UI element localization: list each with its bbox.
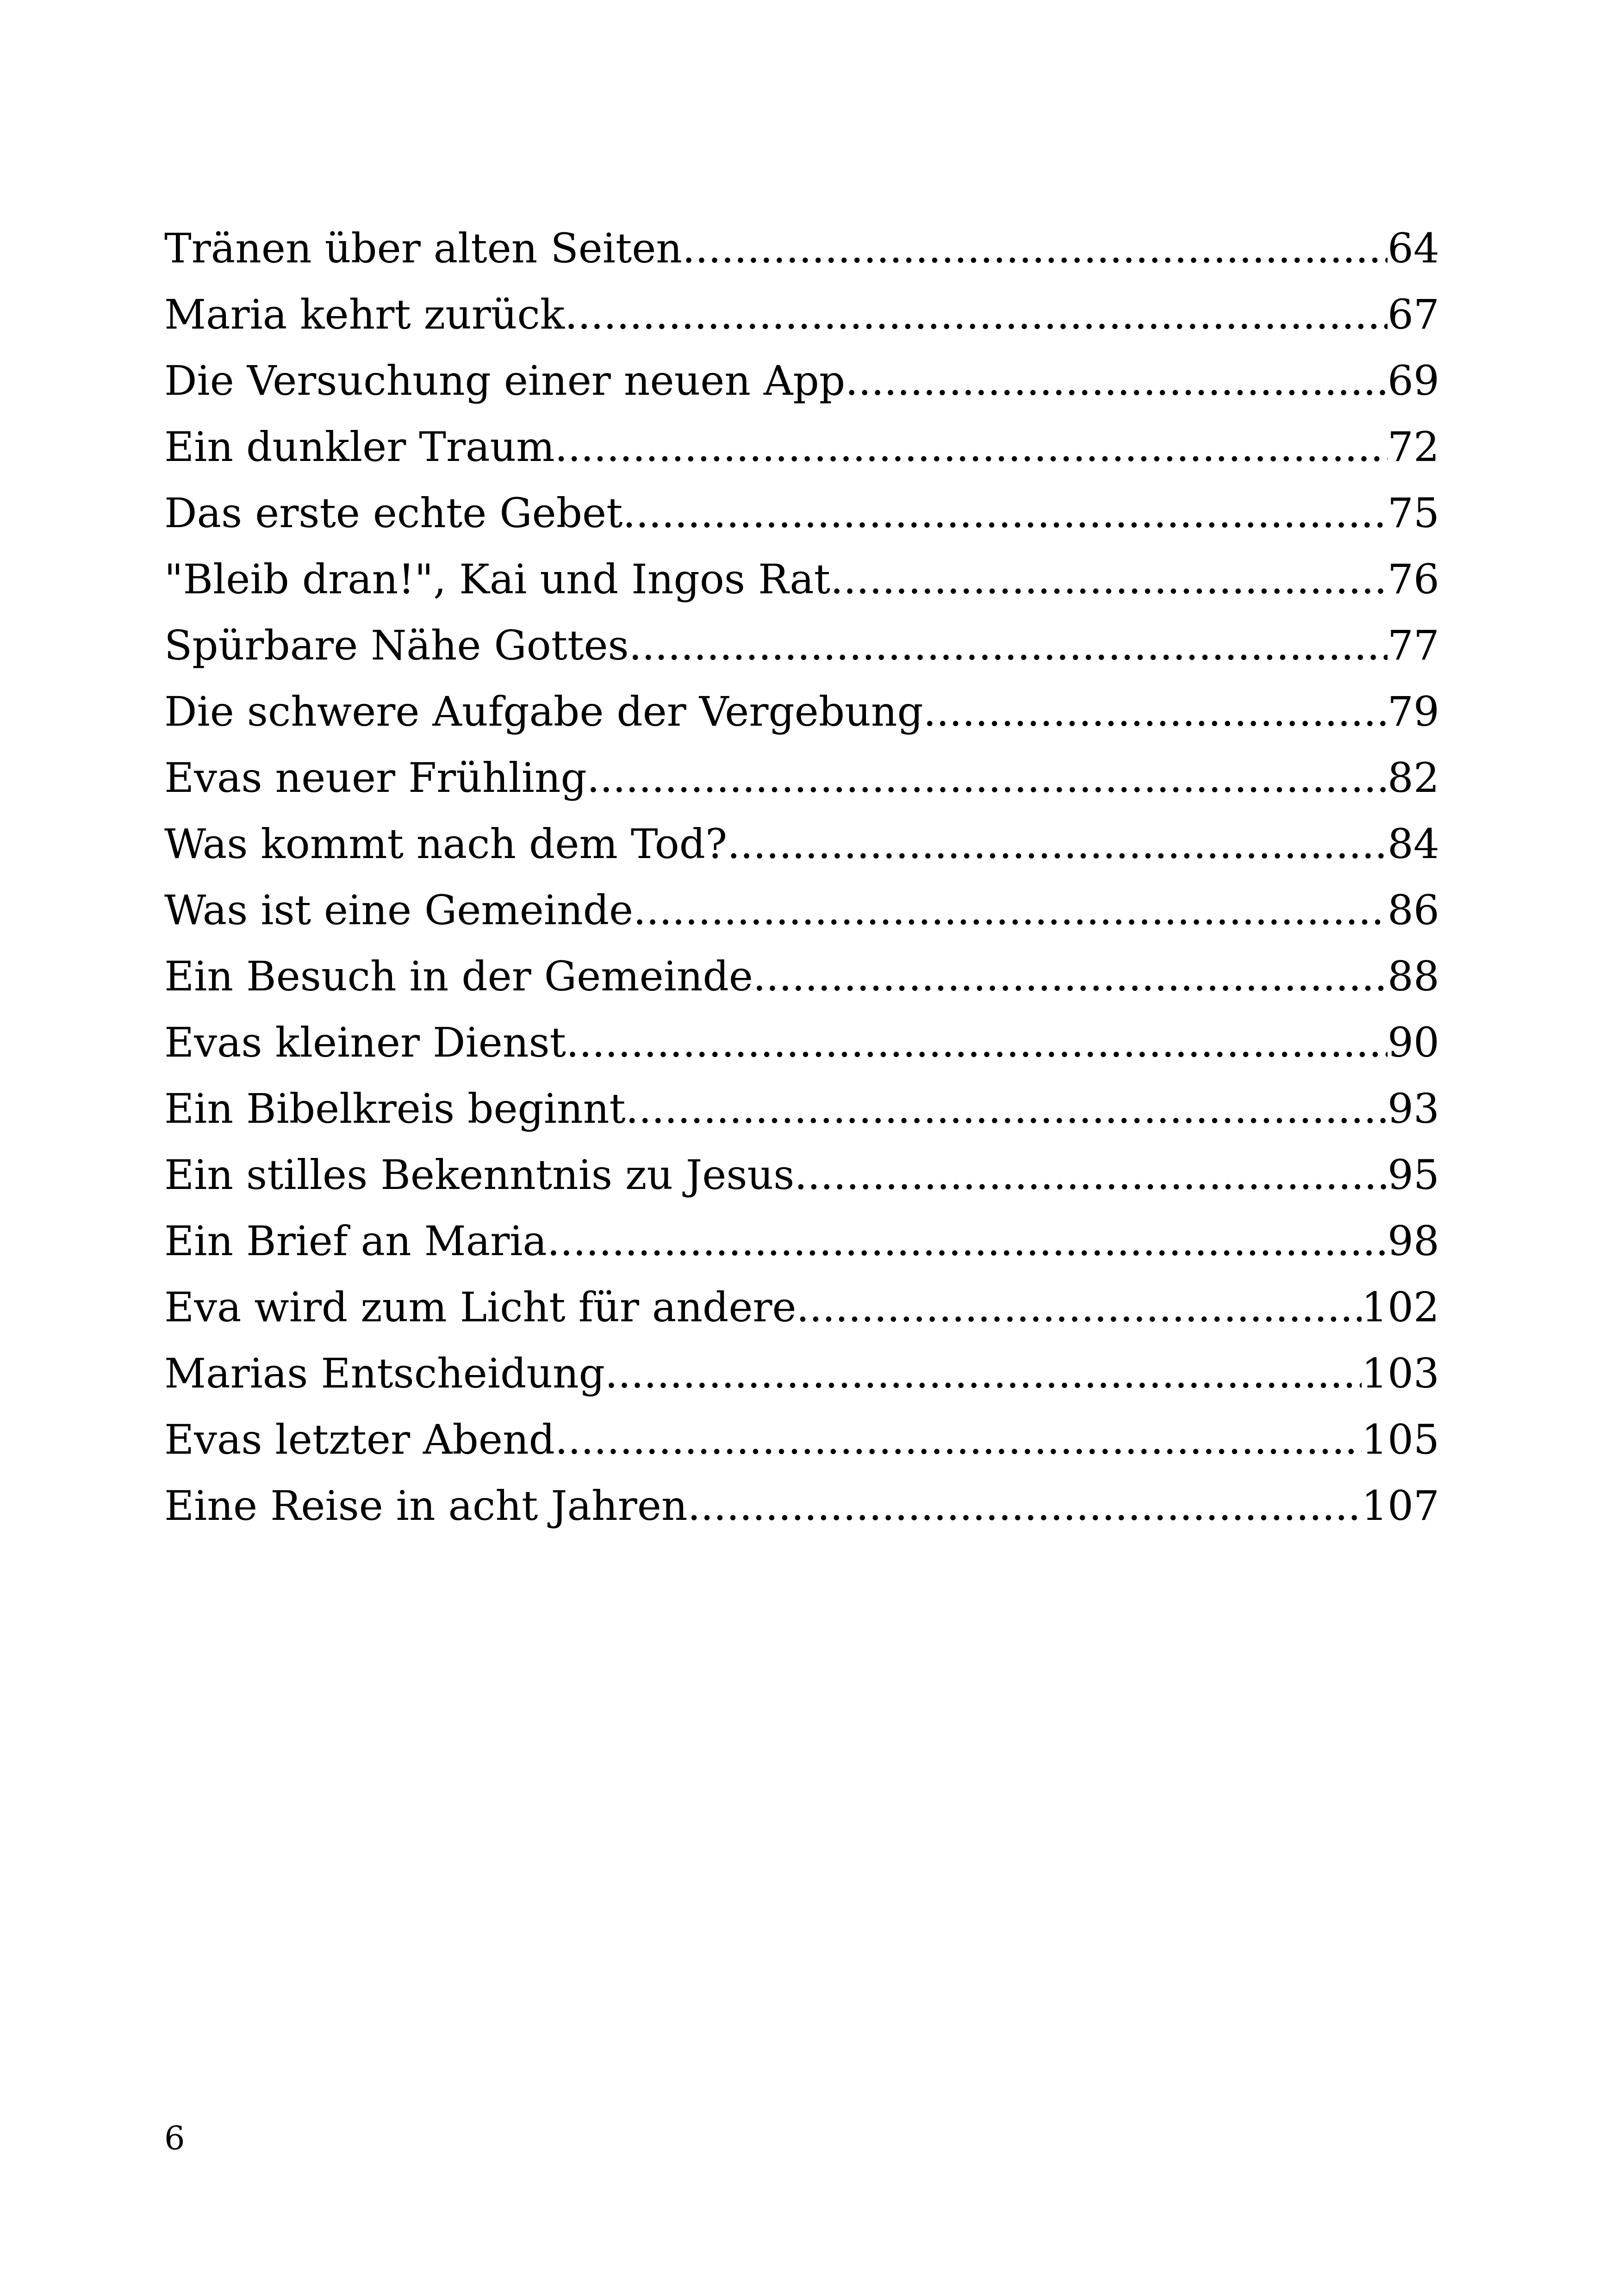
toc-entry-page: 76 [1388, 555, 1439, 603]
toc-entry-title: Die schwere Aufgabe der Vergebung [164, 688, 923, 735]
toc-dot-leader [622, 480, 1388, 546]
toc-entry[interactable] [164, 1406, 1439, 1473]
toc-entry-title: Ein stilles Bekenntnis zu Jesus [164, 1151, 795, 1199]
toc-entry-title: Evas neuer Frühling [164, 754, 587, 802]
toc-entry-title: Was kommt nach dem Tod? [164, 820, 728, 868]
toc-dot-leader [797, 1274, 1362, 1340]
toc-entry[interactable] [164, 1274, 1439, 1340]
toc-entry[interactable] [164, 348, 1439, 414]
toc-entry-page: 98 [1388, 1217, 1439, 1265]
toc-entry-page: 84 [1388, 820, 1439, 868]
toc-entry[interactable] [164, 1142, 1439, 1208]
toc-dot-leader [547, 1208, 1388, 1274]
toc-dot-leader [794, 1142, 1388, 1208]
table-of-contents [164, 215, 1439, 1539]
toc-entry-page: 79 [1388, 688, 1439, 735]
toc-entry-title: Eine Reise in acht Jahren [164, 1482, 688, 1530]
toc-entry-page: 95 [1388, 1151, 1439, 1199]
toc-entry[interactable] [164, 745, 1439, 811]
toc-dot-leader [682, 215, 1388, 281]
toc-dot-leader [923, 678, 1388, 745]
toc-entry-page: 103 [1362, 1350, 1439, 1397]
toc-entry[interactable] [164, 1009, 1439, 1076]
toc-entry-title: Die Versuchung einer neuen App [164, 357, 846, 404]
toc-entry-page: 102 [1362, 1283, 1439, 1331]
toc-entry[interactable] [164, 612, 1439, 678]
toc-entry[interactable] [164, 1473, 1439, 1539]
toc-dot-leader [587, 745, 1388, 811]
toc-entry-title: Marias Entscheidung [164, 1350, 605, 1397]
toc-entry-page: 64 [1388, 224, 1439, 272]
toc-dot-leader [555, 414, 1388, 480]
toc-entry-page: 88 [1388, 952, 1439, 1000]
toc-dot-leader [688, 1473, 1362, 1539]
toc-entry[interactable] [164, 414, 1439, 480]
toc-entry[interactable] [164, 678, 1439, 745]
toc-entry[interactable] [164, 480, 1439, 546]
toc-entry-title: "Bleib dran!", Kai und Ingos Rat [164, 555, 831, 603]
toc-entry-title: Evas letzter Abend [164, 1416, 555, 1463]
toc-entry[interactable] [164, 1208, 1439, 1274]
toc-entry-page: 93 [1388, 1085, 1439, 1132]
toc-entry-title: Ein Brief an Maria [164, 1217, 547, 1265]
toc-entry-page: 107 [1362, 1482, 1439, 1530]
toc-entry-title: Maria kehrt zurück [164, 291, 565, 338]
toc-entry-page: 75 [1388, 489, 1439, 537]
toc-entry-page: 90 [1388, 1019, 1439, 1066]
toc-dot-leader [555, 1406, 1362, 1473]
toc-dot-leader [566, 1009, 1388, 1076]
toc-entry-title: Ein Besuch in der Gemeinde [164, 952, 753, 1000]
toc-dot-leader [830, 546, 1388, 612]
toc-entry[interactable] [164, 1340, 1439, 1406]
toc-dot-leader [626, 1076, 1388, 1142]
toc-entry-title: Was ist eine Gemeinde [164, 886, 634, 934]
toc-entry-title: Ein Bibelkreis beginnt [164, 1085, 626, 1132]
toc-entry-title: Spürbare Nähe Gottes [164, 622, 629, 669]
toc-entry-page: 72 [1388, 423, 1439, 471]
toc-entry-title: Eva wird zum Licht für andere [164, 1283, 797, 1331]
toc-entry-page: 105 [1362, 1416, 1439, 1463]
toc-dot-leader [629, 612, 1388, 678]
toc-entry-page: 86 [1388, 886, 1439, 934]
toc-entry[interactable] [164, 546, 1439, 612]
toc-entry-title: Ein dunkler Traum [164, 423, 555, 471]
toc-entry-title: Das erste echte Gebet [164, 489, 623, 537]
toc-dot-leader [727, 811, 1388, 877]
toc-entry-title: Tränen über alten Seiten [164, 224, 683, 272]
toc-dot-leader [565, 281, 1388, 348]
toc-entry[interactable] [164, 877, 1439, 943]
toc-dot-leader [633, 877, 1388, 943]
toc-dot-leader [605, 1340, 1362, 1406]
toc-entry-page: 82 [1388, 754, 1439, 802]
page-number: 6 [164, 2119, 185, 2157]
toc-entry-page: 77 [1388, 622, 1439, 669]
toc-dot-leader [753, 943, 1388, 1009]
toc-entry-page: 69 [1388, 357, 1439, 404]
toc-entry[interactable] [164, 811, 1439, 877]
toc-entry[interactable] [164, 1076, 1439, 1142]
toc-entry-title: Evas kleiner Dienst [164, 1019, 566, 1066]
toc-entry-page: 67 [1388, 291, 1439, 338]
toc-dot-leader [845, 348, 1388, 414]
toc-entry[interactable] [164, 281, 1439, 348]
toc-entry[interactable] [164, 943, 1439, 1009]
toc-entry[interactable] [164, 215, 1439, 281]
